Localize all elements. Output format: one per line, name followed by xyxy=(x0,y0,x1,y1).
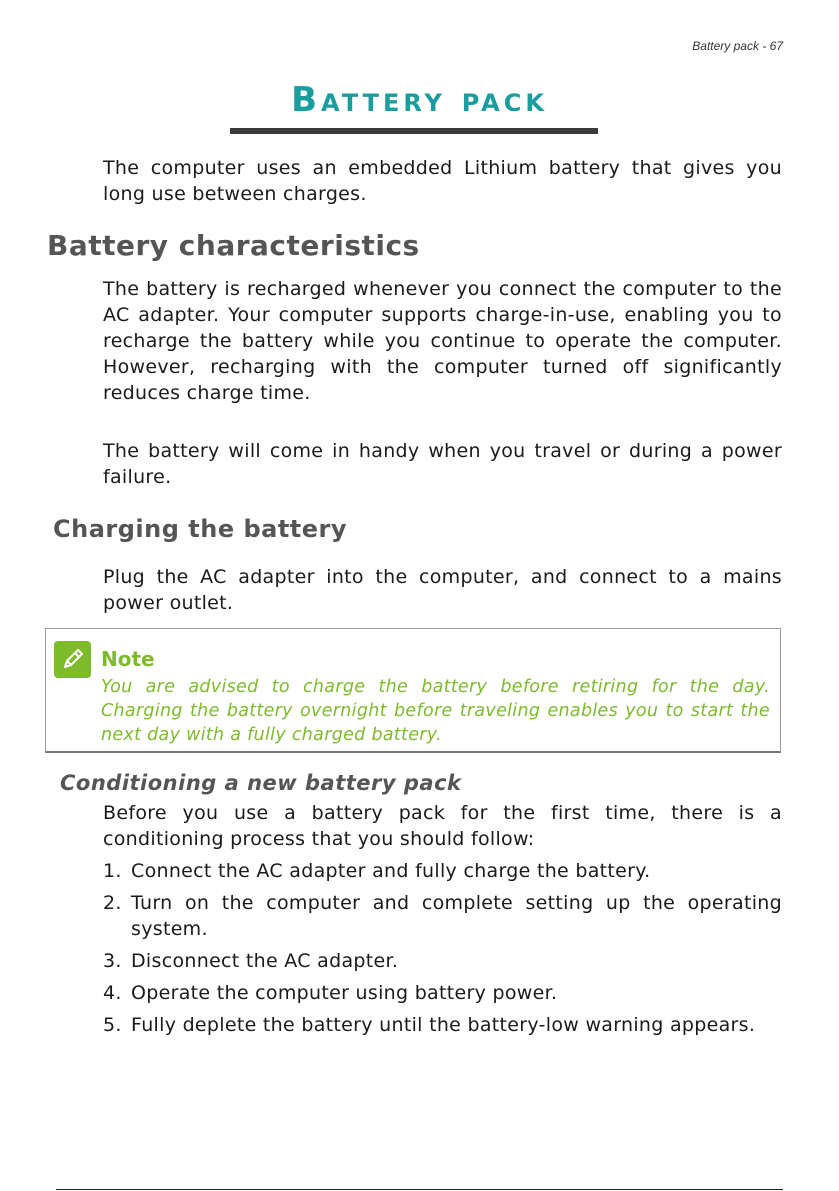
step-text: Operate the computer using battery power. xyxy=(131,982,558,1004)
list-item xyxy=(103,948,782,974)
step-text: Disconnect the AC adapter. xyxy=(131,950,399,972)
note-text: You are advised to charge the battery before retiring for the day. Charging the battery overnight before traveling enables you to start the next day with a fully charged battery. xyxy=(101,677,770,745)
step-text: Fully deplete the battery until the battery-low warning appears. xyxy=(131,1014,756,1036)
list-item xyxy=(103,1012,782,1038)
note-box xyxy=(45,628,781,753)
footer-rule xyxy=(56,1189,783,1190)
intro-paragraph: The computer uses an embedded Lithium battery that gives you long use between charges. xyxy=(103,157,782,205)
page-header: Battery pack - 67 xyxy=(692,39,783,53)
characteristics-paragraph-2: The battery will come in handy when you travel or during a power failure. xyxy=(103,440,782,488)
characteristics-paragraph-1: The battery is recharged whenever you connect the computer to the AC adapter. Your computer supports charge-in-use, enabling you to recharge the battery while you continue to operate the computer. However, recharging with the computer turned off significantly reduces charge time. xyxy=(103,278,782,404)
step-text: Connect the AC adapter and fully charge the battery. xyxy=(131,860,651,882)
list-item xyxy=(103,980,782,1006)
step-number: 3. xyxy=(103,950,122,972)
title-underline xyxy=(230,128,598,134)
step-number: 1. xyxy=(103,860,122,882)
step-number: 5. xyxy=(103,1014,122,1036)
page-title-wrap xyxy=(0,80,839,120)
section-heading-conditioning: Conditioning a new battery pack xyxy=(60,771,462,795)
list-item xyxy=(103,890,782,942)
conditioning-paragraph: Before you use a battery pack for the first time, there is a conditioning process that you should follow: xyxy=(103,802,782,850)
note-label: Note xyxy=(101,647,155,671)
section-heading-characteristics: Battery characteristics xyxy=(47,229,420,262)
conditioning-steps-list xyxy=(103,858,782,1044)
pencil-icon xyxy=(54,641,91,678)
step-number: 4. xyxy=(103,982,122,1004)
list-item xyxy=(103,858,782,884)
step-text: Turn on the computer and complete setting up the operating system. xyxy=(131,892,782,940)
step-number: 2. xyxy=(103,892,122,914)
section-heading-charging: Charging the battery xyxy=(53,515,348,543)
page-title: Battery pack xyxy=(291,80,548,120)
charging-paragraph: Plug the AC adapter into the computer, and connect to a mains power outlet. xyxy=(103,566,782,614)
